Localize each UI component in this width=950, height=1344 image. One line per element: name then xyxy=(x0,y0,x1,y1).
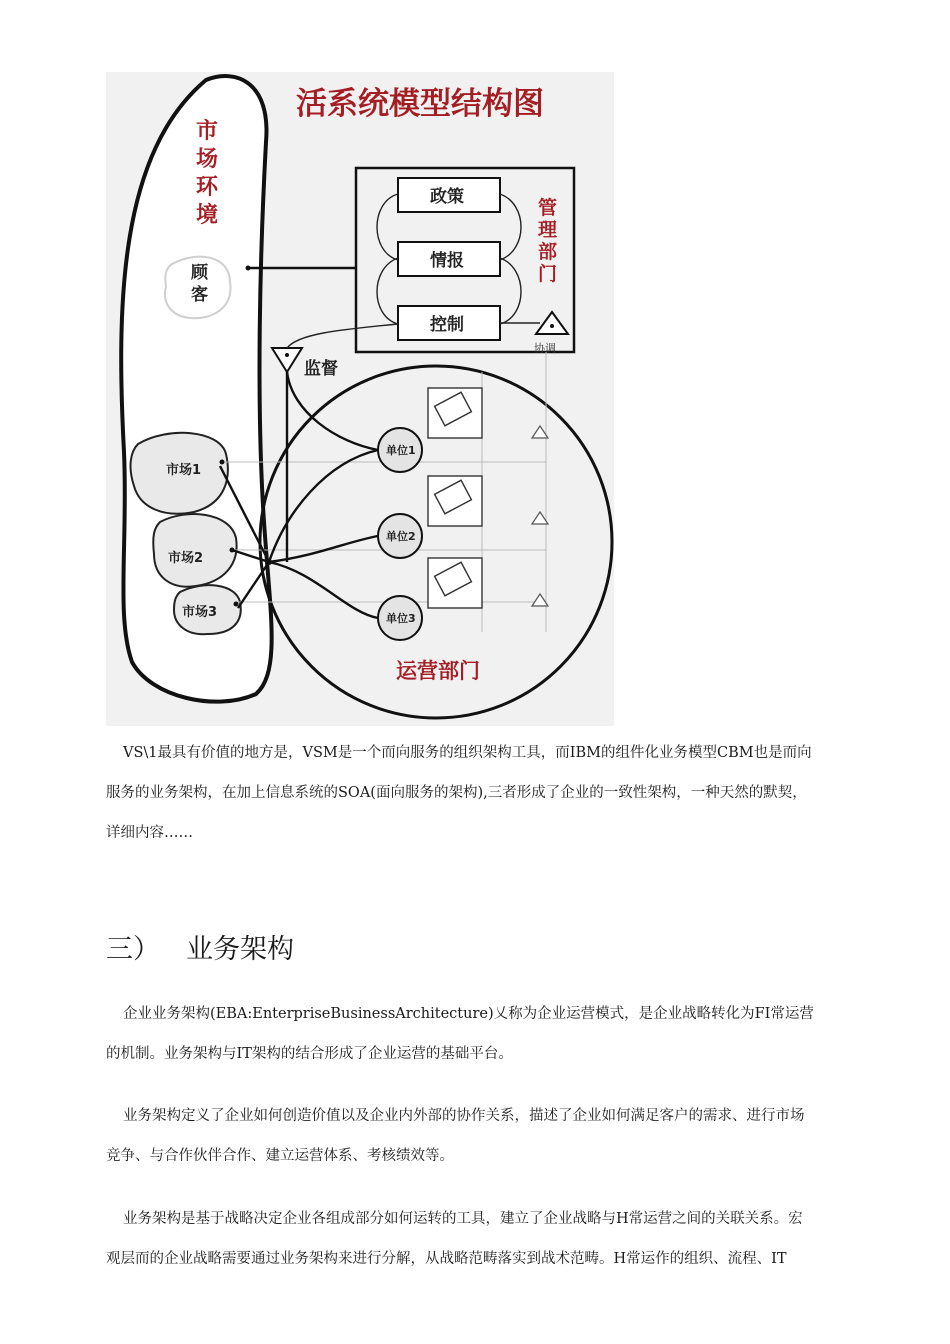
customer-char-2: 客 xyxy=(191,285,208,305)
unit-2-label: 单位2 xyxy=(386,530,416,543)
section-heading xyxy=(106,928,294,972)
monitoring-label: 监督 xyxy=(304,359,338,379)
customer-char-1: 顾 xyxy=(191,263,208,283)
market-1-label: 市场1 xyxy=(166,463,202,478)
paragraph-definition-text: 业务架构定义了企业如何创造价值以及企业内外部的协作关系，描述了企业如何满足客户的需求、进行市场竞争、与合作伙伴合作、建立运营体系、考核绩效等。 xyxy=(106,1108,805,1164)
market-env-char-3: 环 xyxy=(196,175,219,200)
market-env-char-4: 境 xyxy=(196,203,219,228)
market-env-char-2: 场 xyxy=(196,147,219,172)
market-env-char-1: 市 xyxy=(196,119,219,144)
paragraph-eba xyxy=(106,994,814,1074)
operations-label: 运营部门 xyxy=(396,659,480,683)
paragraph-definition xyxy=(106,1096,814,1176)
control-box-label: 控制 xyxy=(430,315,464,335)
section-title: 业务架构 xyxy=(186,934,294,965)
market-2-label: 市场2 xyxy=(168,551,204,566)
paragraph-vsm-text: VS\1最具有价值的地方是，VSM是一个而向服务的组织架构工具，而IBM的组件化业务模型CBM也是而向服务的业务架构，在加上信息系统的SOA(面向服务的架构),三者形成了企业的一致性架构，一种天然的默契，详细内容…… xyxy=(106,745,812,841)
management-char-4: 门 xyxy=(538,263,558,285)
intelligence-box-label: 情报 xyxy=(430,251,464,271)
unit-1-label: 单位1 xyxy=(386,444,416,457)
paragraph-strategy xyxy=(106,1199,814,1279)
unit-3-label: 单位3 xyxy=(386,612,416,625)
management-char-2: 理 xyxy=(538,219,558,241)
diagram-title: 活系统模型结构图 xyxy=(296,86,544,122)
market-3-label: 市场3 xyxy=(182,605,218,620)
section-number: 三） xyxy=(106,934,160,965)
vsm-diagram xyxy=(106,72,614,726)
management-char-3: 部 xyxy=(538,241,558,263)
coordination-label: 协调 xyxy=(534,342,556,355)
paragraph-eba-text: 企业业务架构(EBA:EnterpriseBusinessArchitecture)乂称为企业运营模式，是企业战略转化为FI常运营的机制。业务架构与IT架构的结合形成了企业运营的基础平台。 xyxy=(106,1006,814,1062)
paragraph-strategy-text: 业务架构是基于战略决定企业各组成部分如何运转的工具，建立了企业战略与H常运营之间的关联关系。宏观层而的企业战略需要通过业务架构来进行分解，从战略范畴落实到战术范畴。H常运作的组织、流程、IT xyxy=(106,1211,803,1267)
paragraph-vsm xyxy=(106,733,814,853)
management-char-1: 管 xyxy=(538,197,558,219)
policy-box-label: 政策 xyxy=(430,187,464,207)
